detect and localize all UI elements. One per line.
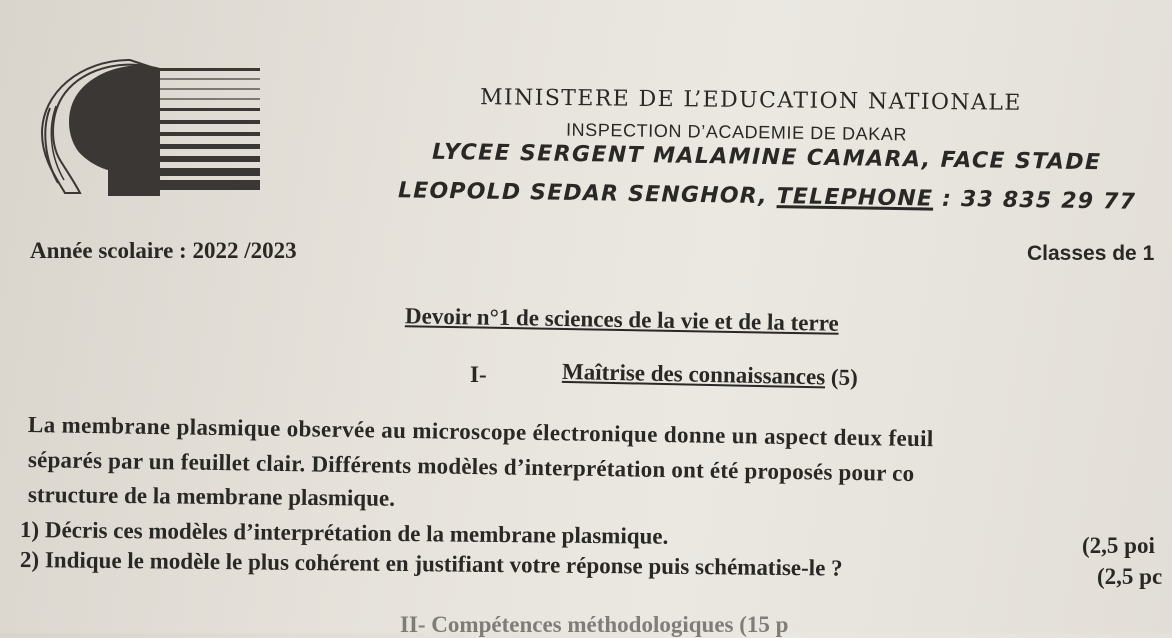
question-1: 1) Décris ces modèles d’interprétation de la membrane plasmique.	[19, 517, 669, 549]
section-points: (5)	[824, 364, 859, 391]
paragraph-line: structure de la membrane plasmique.	[27, 482, 396, 511]
school-year: Année scolaire : 2022 /2023	[30, 238, 297, 263]
ministry-name: MINISTERE DE L’EDUCATION NATIONALE	[479, 85, 1022, 116]
section-2-heading-cut: II- Compétences méthodologiques (15 p	[400, 612, 789, 637]
telephone-label: TELEPHONE	[776, 184, 934, 212]
section-title-text: Maîtrise des connaissances	[561, 358, 826, 390]
school-name-line1: LYCEE SERGENT MALAMINE CAMARA, FACE STADE	[431, 139, 1102, 176]
school-name-line2	[398, 178, 1136, 215]
exam-title: Devoir n°1 de sciences de la vie et de la terre	[404, 303, 839, 336]
section-title	[562, 359, 858, 391]
telephone-number: : 33 835 29 77	[933, 186, 1137, 215]
inspection-name: INSPECTION D’ACADEMIE DE DAKAR	[565, 119, 908, 145]
class-level: Classes de 1	[1027, 242, 1155, 265]
paragraph-line: séparés par un feuillet clair. Différents modèles d’interprétation ont été proposés pour co	[27, 447, 915, 486]
paragraph-line: La membrane plasmique observée au microscope électronique donne un aspect deux feuil	[27, 412, 934, 452]
question-2: 2) Indique le modèle le plus cohérent en justifiant votre réponse puis schématise-le ?	[19, 547, 843, 581]
question-2-points: (2,5 pc	[1097, 564, 1163, 589]
school-address: LEOPOLD SEDAR SENGHOR,	[397, 178, 777, 210]
question-1-points: (2,5 poi	[1082, 533, 1155, 558]
section-number: I-	[470, 362, 487, 387]
school-logo	[20, 48, 270, 198]
